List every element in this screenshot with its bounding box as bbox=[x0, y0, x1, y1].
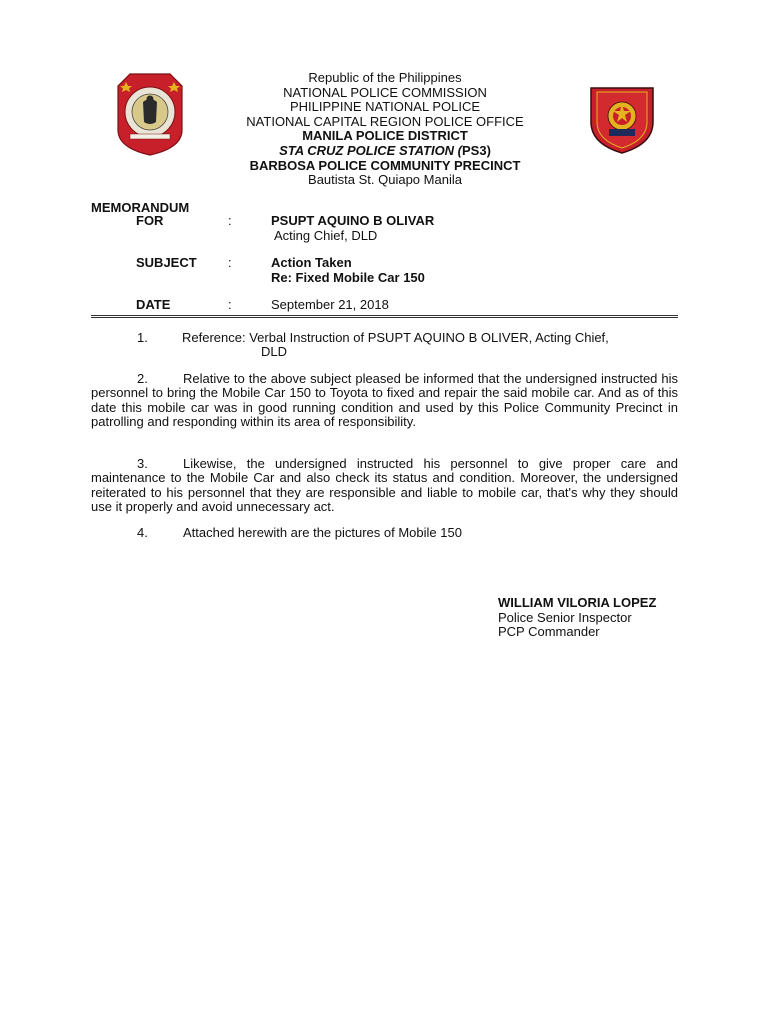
pnp-seal-logo bbox=[116, 72, 184, 156]
paragraph-2-number: 2. bbox=[137, 371, 148, 386]
manilas-finest-badge-logo bbox=[589, 82, 655, 154]
paragraph-1-text bbox=[182, 331, 678, 360]
for-label: FOR bbox=[136, 213, 164, 228]
signature-block bbox=[498, 596, 656, 640]
for-position: Acting Chief, DLD bbox=[274, 227, 378, 243]
memo-for-row bbox=[136, 214, 636, 246]
header-pnp: PHILIPPINE NATIONAL POLICE bbox=[290, 99, 480, 115]
letterhead bbox=[180, 71, 590, 188]
for-colon: : bbox=[228, 213, 232, 228]
memo-subject-row bbox=[136, 256, 636, 288]
subject-value bbox=[271, 256, 425, 285]
paragraph-3 bbox=[91, 457, 678, 515]
date-colon: : bbox=[228, 297, 232, 312]
subject-line1: Action Taken bbox=[271, 255, 352, 270]
paragraph-1-number: 1. bbox=[137, 330, 148, 345]
paragraph-3-number: 3. bbox=[137, 456, 148, 471]
paragraph-1 bbox=[91, 331, 678, 361]
date-value: September 21, 2018 bbox=[271, 297, 389, 312]
header-divider-bottom bbox=[91, 317, 678, 318]
header-mpd: MANILA POLICE DISTRICT bbox=[302, 128, 468, 144]
header-republic: Republic of the Philippines bbox=[308, 70, 462, 85]
paragraph-4 bbox=[91, 526, 678, 540]
header-station bbox=[180, 144, 590, 159]
signatory-title: PCP Commander bbox=[498, 624, 600, 640]
paragraph-2 bbox=[91, 372, 678, 430]
paragraph-1-line1: Reference: Verbal Instruction of PSUPT AQUINO B OLIVER, Acting Chief, bbox=[182, 330, 609, 345]
paragraph-2-text: Relative to the above subject pleased be informed that the undersigned instructed his personnel to bring the Mobile Car 150 to Toyota to fixed and repair the said mobile car. And as of this date this mobile car was in good running condition and used by this Police Community Precinct in patrolling and responding within its area of responsibility. bbox=[91, 371, 678, 430]
paragraph-3-text: Likewise, the undersigned instructed his personnel to give proper care and maintenance to the Mobile Car and also check its status and condition. Moreover, the undersigned reiterated to his personnel that they are responsible and liable to mobile car, that's why they should use it properly and avoid unnecessary act. bbox=[91, 456, 678, 515]
paragraph-1-line2: DLD bbox=[261, 344, 288, 360]
subject-line2: Re: Fixed Mobile Car 150 bbox=[271, 269, 425, 285]
paragraph-4-number: 4. bbox=[137, 525, 148, 540]
date-label: DATE bbox=[136, 297, 171, 312]
subject-colon: : bbox=[228, 255, 232, 270]
header-divider-top bbox=[91, 315, 678, 316]
for-name: PSUPT AQUINO B OLIVAR bbox=[271, 213, 435, 228]
memo-date-row bbox=[136, 298, 636, 314]
header-precinct: BARBOSA POLICE COMMUNITY PRECINCT bbox=[249, 157, 521, 173]
header-address: Bautista St. Quiapo Manila bbox=[308, 172, 462, 188]
header-napolcom: NATIONAL POLICE COMMISSION bbox=[283, 84, 487, 100]
signatory-rank: Police Senior Inspector bbox=[498, 609, 632, 625]
paragraph-4-text: Attached herewith are the pictures of Mobile 150 bbox=[183, 525, 462, 540]
signatory-name: WILLIAM VILORIA LOPEZ bbox=[498, 595, 657, 610]
header-ncrpo: NATIONAL CAPITAL REGION POLICE OFFICE bbox=[246, 113, 524, 129]
memo-title: MEMORANDUM bbox=[91, 200, 190, 215]
subject-label: SUBJECT bbox=[136, 255, 197, 270]
header-station-name: STA CRUZ POLICE STATION ( bbox=[279, 142, 463, 158]
for-value bbox=[271, 214, 434, 243]
header-station-code: PS3) bbox=[462, 142, 491, 158]
